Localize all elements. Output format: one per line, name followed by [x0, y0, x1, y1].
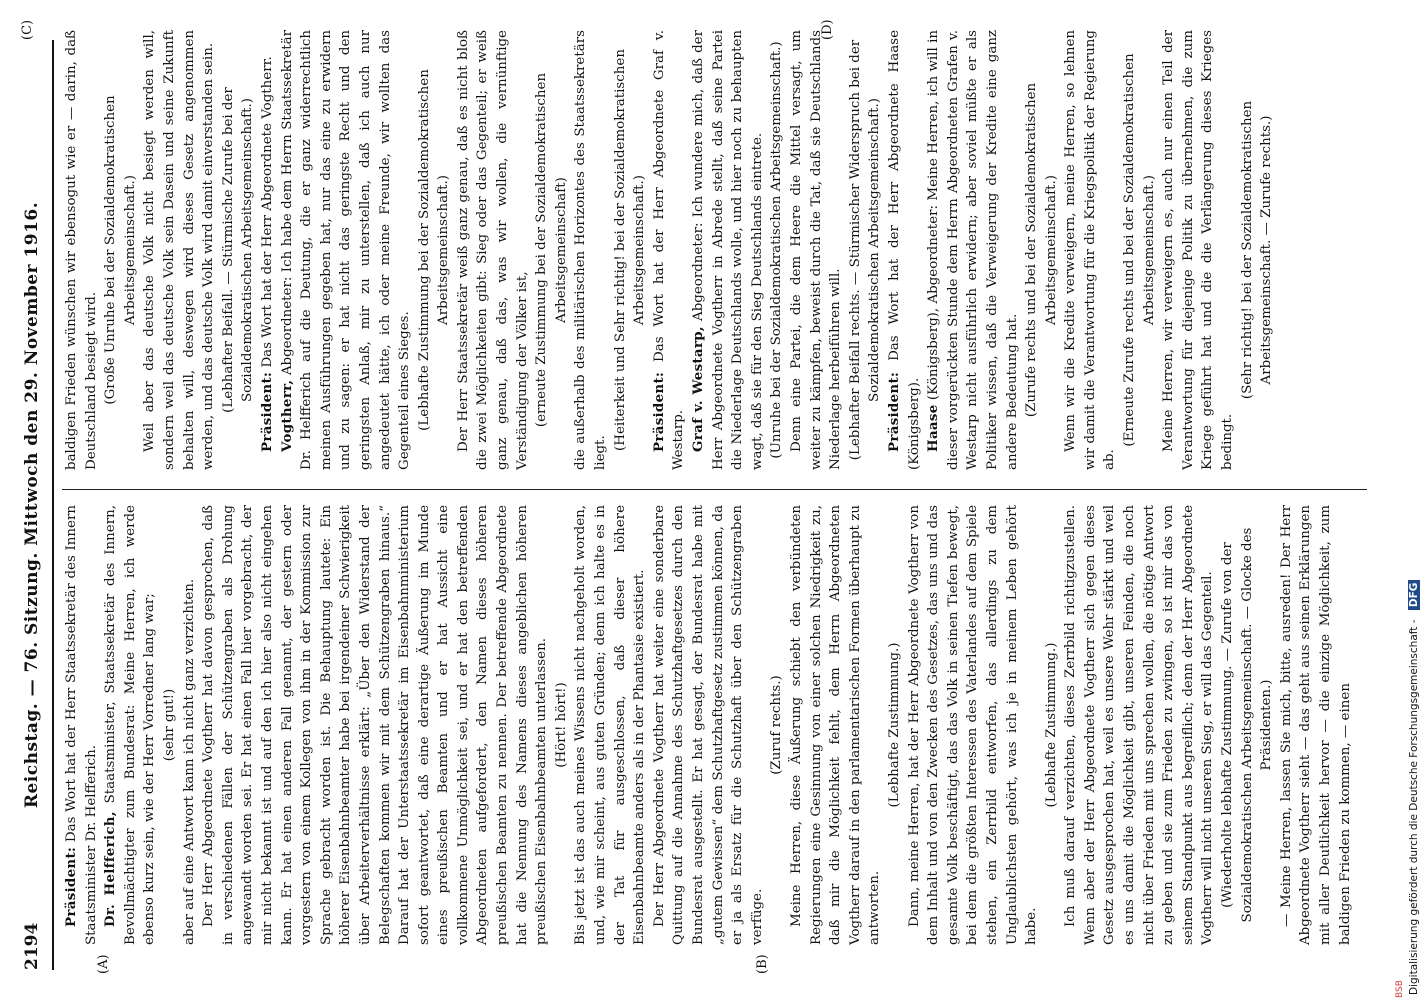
paragraph-text: (Lebhafter Beifall. — Stürmische Zurufe bei der Sozialdemokratischen Arbeitsgemeinschaft.) — [220, 87, 256, 413]
paragraph-text: aber auf eine Antwort kann ich nicht ganz verzichten. — [181, 578, 197, 945]
paragraph-text: Ich muß darauf verzichten, dieses Zerrbild richtigzustellen. Wenn aber der Herr Abgeordnete Vogtherr sich gegen dieses Gesetz ausgesprochen hat, weil es unsere Wehr stärkt und weil es uns damit die Möglichkeit gibt, unseren Feinden, die noch nicht über Frieden mit uns sprechen wollen, die nötige Antwort zu geben und sie zum Frieden zu zwingen, so ist mir das von seinem Standpunkt aus begreiflich; denn der Herr Abgeordnete Vogtherr will nicht unseren Sieg, er will das Gegenteil. — [1063, 505, 1216, 945]
paragraph-text: Das Wort hat der Herr Abgeordnete Graf v. Westarp. — [651, 30, 687, 470]
paragraph — [62, 30, 101, 470]
paragraph — [924, 30, 1022, 470]
margin-marker-c: (C) — [20, 19, 35, 40]
paragraph-text: Meine Herren, diese Äußerung schiebt den verbündeten Regierungen eine Gesinnung von einer solchen Niedrigkeit zu, daß mir die Möglichkeit fehlt, dem Herrn Abgeordneten Vogtherr darauf in den parlamentarischen Formen überhaupt zu antworten. — [788, 505, 883, 945]
paragraph — [180, 505, 200, 945]
paragraph-text: die außerhalb des militärischen Horizontes des Staatssekretärs liegt. — [573, 30, 609, 470]
paragraph — [258, 30, 278, 470]
paragraph-text: (Lebhafte Zustimmung.) — [886, 642, 902, 808]
speaker-name: Präsident: — [885, 371, 902, 452]
paragraph-text: Das Wort hat der Herr Staatssekretär des Innern Staatsminister Dr. Helfferich. — [64, 505, 99, 945]
header-rule — [52, 40, 54, 970]
paragraph — [689, 30, 767, 470]
paragraph-text: Der Herr Abgeordnete Vogtherr hat davon gesprochen, daß in verschiedenen Fällen der Schützengraben als Drohung angewandt worden sei. Er hat einen Fall hier vorgebracht, der mir nicht bekannt ist und auf den ich hier also nicht eingehen kann. Er hat einen anderen Fall genannt, der gestern oder vorgestern von einem Kollegen von ihm in der Kommission zur Sprache gebracht worden ist. Die Behauptung lautete: Ein höherer Eisenbahnbeamter habe bei irgendeiner Schwierigkeit über Arbeiterverhältnisse erklärt: „Über den Widerstand der Belegschaften kommen wir mit dem Schützengraben hinaus.“ Darauf hat der Unterstaatssekretär im Eisenbahnministerium sofort geantwortet, daß eine derartige Äußerung im Munde eines preußischen Beamten und er hat Aussicht eine vollkommene Unmöglichkeit sei, und er hat den betreffenden Abgeordneten aufgefordert, den Namen dieses höheren preußischen Beamten zu nennen. Der betreffende Abgeordnete hat die Nennung des Namens dieses angeblichen höheren preußischen Eisenbahnbeamten unterlassen. — [201, 505, 550, 945]
interjection — [415, 30, 454, 470]
interjection — [846, 30, 885, 470]
page-header — [22, 40, 48, 970]
paragraph-text: Das Wort hat der Herr Abgeordnete Vogtherr. — [259, 56, 275, 372]
paragraph-text: Staatsminister, Staatssekretär des Innern, Bevollmächtigter zum Bundesrat: Meine Herren, ich werde ebenso kurz sein, wie der Herr Vorredner lang war; — [103, 505, 158, 945]
interjection — [1022, 30, 1061, 470]
interjection — [219, 30, 258, 470]
margin-marker-b: (B) — [755, 954, 770, 974]
speaker-name: Graf v. Westarp, — [690, 326, 706, 452]
paragraph — [650, 30, 689, 470]
paragraph-text: Abgeordneter: Ich wundere mich, daß der Herr Abgeordnete Vogtherr in Abrede stellt, daß seine Partei die Niederlage Deutschlands wolle, und hier noch zu behaupten wagt, daß sie für den Sieg Deutschlands eintrete. — [691, 30, 765, 470]
column-separator — [62, 489, 1367, 490]
speaker-name: Präsident: — [63, 846, 79, 927]
interjection — [1218, 505, 1277, 945]
paragraph-text: (Unruhe bei der Sozialdemokratischen Arbeitsgemeinschaft.) — [769, 41, 785, 459]
speaker-name: Präsident: — [258, 371, 275, 452]
interjection — [101, 30, 140, 470]
interjection — [1042, 505, 1062, 945]
paragraph-text: (Lebhafte Zustimmung bei der Sozialdemokratischen Arbeitsgemeinschaft.) — [416, 69, 452, 431]
interjection — [767, 505, 787, 945]
interjection — [160, 505, 180, 945]
paragraph-text: Meine Herren, wir verweigern es, auch nur einen Teil der Verantwortung für diejenige Politik zu übernehmen, die zum Kriege geführt hat und die die Verlängerung dieses Krieges bedingt. — [1161, 30, 1236, 470]
interjection — [532, 30, 571, 470]
page-title: Reichstag. — 76. Sitzung. Mittwoch den 29. November 1916. — [22, 201, 42, 809]
paragraph — [1061, 505, 1218, 945]
digitization-sidebar — [1408, 0, 1420, 995]
paragraph-text: (Hört! hört!) — [553, 682, 569, 768]
interjection — [552, 505, 572, 945]
paragraph — [885, 30, 924, 470]
margin-marker-d: (D) — [820, 19, 835, 40]
speaker-name: Haase — [925, 404, 942, 452]
paragraph-text: Abgeordneter: Ich habe dem Herrn Staatssekretär Dr. Helfferich auf die Deutung, die er ganz widerrechtlich meinen Ausführungen gegeben hat, nur das eine zu erwidern und zu sagen: er hat nicht das geringste Recht und den geringsten Anlaß, mir zu unterstellen, daß ich auch nur angedeutet hätte, ich oder meine Freunde, wir wollten das Gegenteil eines Sieges. — [279, 30, 413, 470]
paragraph-text: (Königsberg), Abgeordneter: Meine Herren, ich will in dieser vorgerückten Stunde dem Herrn Abgeordneten Grafen v. Westarp nicht ausführlich erwidern; aber soviel müßte er als Politiker wissen, daß die Verweigerung der Kredite eine ganz andere Bedeutung hat. — [926, 30, 1020, 470]
paragraph — [571, 505, 649, 945]
speaker-name: Dr. Helfferich, — [102, 811, 119, 927]
paragraph — [454, 30, 532, 470]
paragraph-text: baldigen Frieden wünschen wir ebensogut wie er — darin, daß Deutschland besiegt wird. — [64, 30, 99, 470]
paragraph-text: Denn eine Partei, die dem Heere die Mittel versagt, um weiter zu kämpfen, beweist durch die Tat, daß sie Deutschlands Niederlage herbeiführen will. — [788, 30, 844, 470]
paragraph — [787, 505, 885, 945]
page-number: 2194 — [22, 922, 42, 970]
paragraph-text: Das Wort hat der Herr Abgeordnete Haase (Königsberg). — [886, 30, 922, 470]
paragraph-text: (Zuruf rechts.) — [769, 675, 785, 775]
dfg-logo: DFG — [1408, 580, 1420, 611]
paragraph — [650, 505, 768, 945]
paragraph-text: (Große Unruhe bei der Sozialdemokratischen Arbeitsgemeinschaft.) — [103, 95, 138, 405]
paragraph-text: Der Herr Abgeordnete Vogtherr hat weiter eine sonderbare Quittung auf die Annahme des Schutzhaftgesetzes durch den Bundesrat ausgestellt. Er hat gesagt, der Bundesrat habe mit „gutem Gewissen“ dem Schutzhaftgesetz zustimmen können, da er ja als Ersatz für die Schutzhaft über den Schützengraben verfüge. — [651, 505, 765, 945]
paragraph — [1061, 30, 1120, 470]
paragraph-text: Dann, meine Herren, hat der Herr Abgeordnete Vogtherr von dem Inhalt und von den Zwecken des Gesetzes, das uns und das gesamte Volk beschäftigt, das das Volk in seinen Tiefen bewegt, bei dem die größten Interessen des Vaterlandes auf dem Spiele stehen, ein Zerrbild entworfen, das allerdings zu dem Unglaublichsten gehört, was ich je in meinem Leben gehört habe. — [906, 505, 1040, 945]
paragraph — [1277, 505, 1355, 945]
paragraph — [1159, 30, 1237, 470]
paragraph-text: (Lebhafte Zustimmung.) — [1043, 642, 1059, 808]
speaker-name: Vogtherr, — [278, 379, 295, 452]
digitization-note: Digitalisierung gefördert durch die Deutsche Forschungsgemeinschaft - — [1408, 619, 1420, 995]
paragraph-text: (Heiterkeit und Sehr richtig! bei der Sozialdemokratischen Arbeitsgemeinschaft.) — [612, 49, 648, 451]
paragraph — [101, 505, 160, 945]
paragraph — [140, 30, 218, 470]
interjection — [1238, 30, 1277, 470]
corner-mark: BSB — [1395, 980, 1405, 998]
paragraph-text: (Sehr richtig! bei der Sozialdemokratischen Arbeitsgemeinschaft. — Zurufe rechts.) — [1239, 100, 1275, 400]
paragraph — [905, 505, 1042, 945]
interjection — [767, 30, 787, 470]
text-column-left — [62, 505, 1355, 945]
paragraph-text: (erneute Zustimmung bei der Sozialdemokratischen Arbeitsgemeinschaft) — [534, 72, 569, 428]
margin-marker-a: (A) — [96, 954, 111, 974]
paragraph — [787, 30, 846, 470]
paragraph-text: — Meine Herren, lassen Sie mich, bitte, ausreden! Der Herr Abgeordnete Vogtherr sieht — das geht aus seinen Erklärungen mit aller Deutlichkeit hervor — die einzige Möglichkeit, zum baldigen Frieden zu kommen, — einen — [1278, 505, 1353, 945]
paragraph-text: Der Herr Staatssekretär weiß ganz genau, daß es nicht bloß die zwei Möglichkeiten gibt: Sieg oder das Gegenteil; er weiß ganz genau, daß das, was wir wollen, die vernünftige Verständigung der Völker ist, — [455, 30, 530, 470]
interjection — [885, 505, 905, 945]
paragraph-text: (Wiederholte lebhafte Zustimmung. — Zurufe von der Sozialdemokratischen Arbeitsgemeinschaft. — Glocke des Präsidenten.) — [1220, 527, 1275, 923]
paragraph-text: Wenn wir die Kredite verweigern, meine Herren, so lehnen wir damit die Verantwortung für die Kriegspolitik der Regierung ab. — [1063, 30, 1118, 470]
interjection — [611, 30, 650, 470]
paragraph-text: (Lebhafter Beifall rechts. — Stürmischer Widerspruch bei der Sozialdemokratischen Arbeitsgemeinschaft.) — [847, 39, 883, 461]
interjection — [1120, 30, 1159, 470]
paragraph — [571, 30, 610, 470]
speaker-name: Präsident: — [650, 371, 667, 452]
paragraph-text: Bis jetzt ist das auch meines Wissens nicht nachgeholt worden, und, wie mir scheint, aus guten Gründen; denn ich halte es in der Tat für ausgeschlossen, daß dieser höhere Eisenbahnbeamte anders als in der Phantasie existiert. — [573, 505, 648, 945]
paragraph-text: (sehr gut!) — [161, 688, 177, 762]
paragraph — [278, 30, 415, 470]
paragraph-text: (Zurufe rechts und bei der Sozialdemokratischen Arbeitsgemeinschaft.) — [1024, 82, 1059, 418]
paragraph-text: (Erneute Zurufe rechts und bei der Sozialdemokratischen Arbeitsgemeinschaft.) — [1122, 53, 1157, 447]
text-column-right — [62, 30, 1277, 470]
paragraph — [199, 505, 552, 945]
paragraph-text: Weil aber das deutsche Volk nicht besiegt werden will, sondern weil das deutsche Volk sein Dasein und seine Zukunft behalten will, deswegen wird dieses Gesetz angenommen werden, und das deutsche Volk wird damit einverstanden sein. — [142, 30, 217, 470]
paragraph — [62, 505, 101, 945]
